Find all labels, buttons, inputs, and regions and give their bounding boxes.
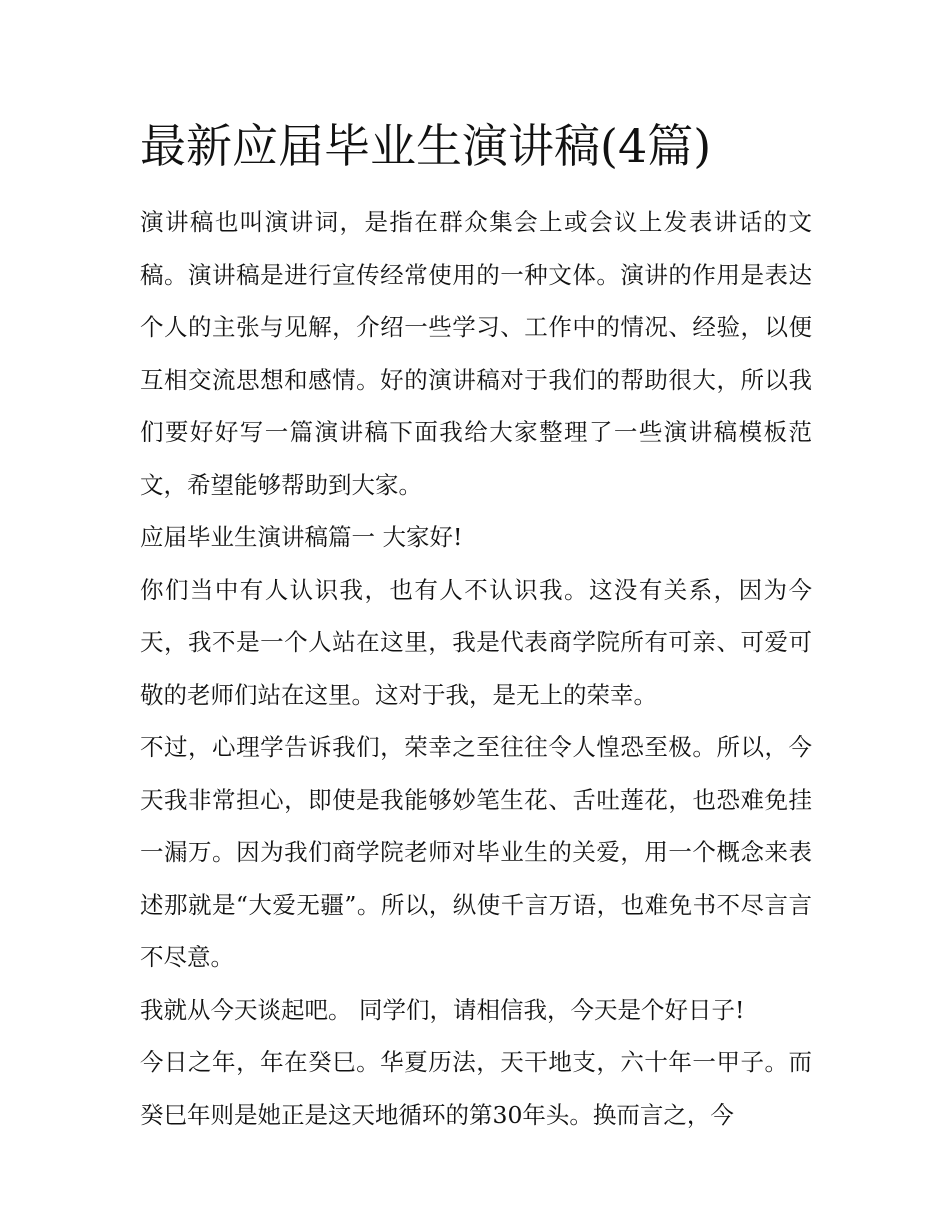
paragraph-speech-heading: 应届毕业生演讲稿篇一 大家好! bbox=[140, 523, 463, 551]
paragraph: 我就从今天谈起吧。 同学们，请相信我，今天是个好日子! bbox=[140, 995, 745, 1024]
document-title: 最新应届毕业生演讲稿(4篇) bbox=[140, 119, 712, 173]
document-body bbox=[140, 196, 812, 1141]
paragraph: 你们当中有人认识我，也有人不认识我。这没有关系，因为今天，我不是一个人站在这里，我是代表商学院所有可亲、可爱可敬的老师们站在这里。这对于我，是无上的荣幸。 bbox=[140, 575, 812, 709]
paragraph: 不过，心理学告诉我们，荣幸之至往往令人惶恐至极。所以，今天我非常担心，即使是我能够妙笔生花、舌吐莲花，也恐难免挂一漏万。因为我们商学院老师对毕业生的关爱，用一个概念来表述那就是“大爱无疆”。所以，纵使千言万语，也难免书不尽言言不尽意。 bbox=[140, 733, 812, 971]
paragraph-intro: 演讲稿也叫演讲词，是指在群众集会上或会议上发表讲话的文稿。演讲稿是进行宣传经常使用的一种文体。演讲的作用是表达个人的主张与见解，介绍一些学习、工作中的情况、经验，以便互相交流思想和感情。好的演讲稿对于我们的帮助很大，所以我们要好好写一篇演讲稿下面我给大家整理了一些演讲稿模板范文，希望能够帮助到大家。 bbox=[140, 208, 812, 499]
paragraph: 今日之年，年在癸巳。华夏历法，天干地支，六十年一甲子。而癸巳年则是她正是这天地循环的第30年头。换而言之，今 bbox=[140, 1048, 812, 1129]
